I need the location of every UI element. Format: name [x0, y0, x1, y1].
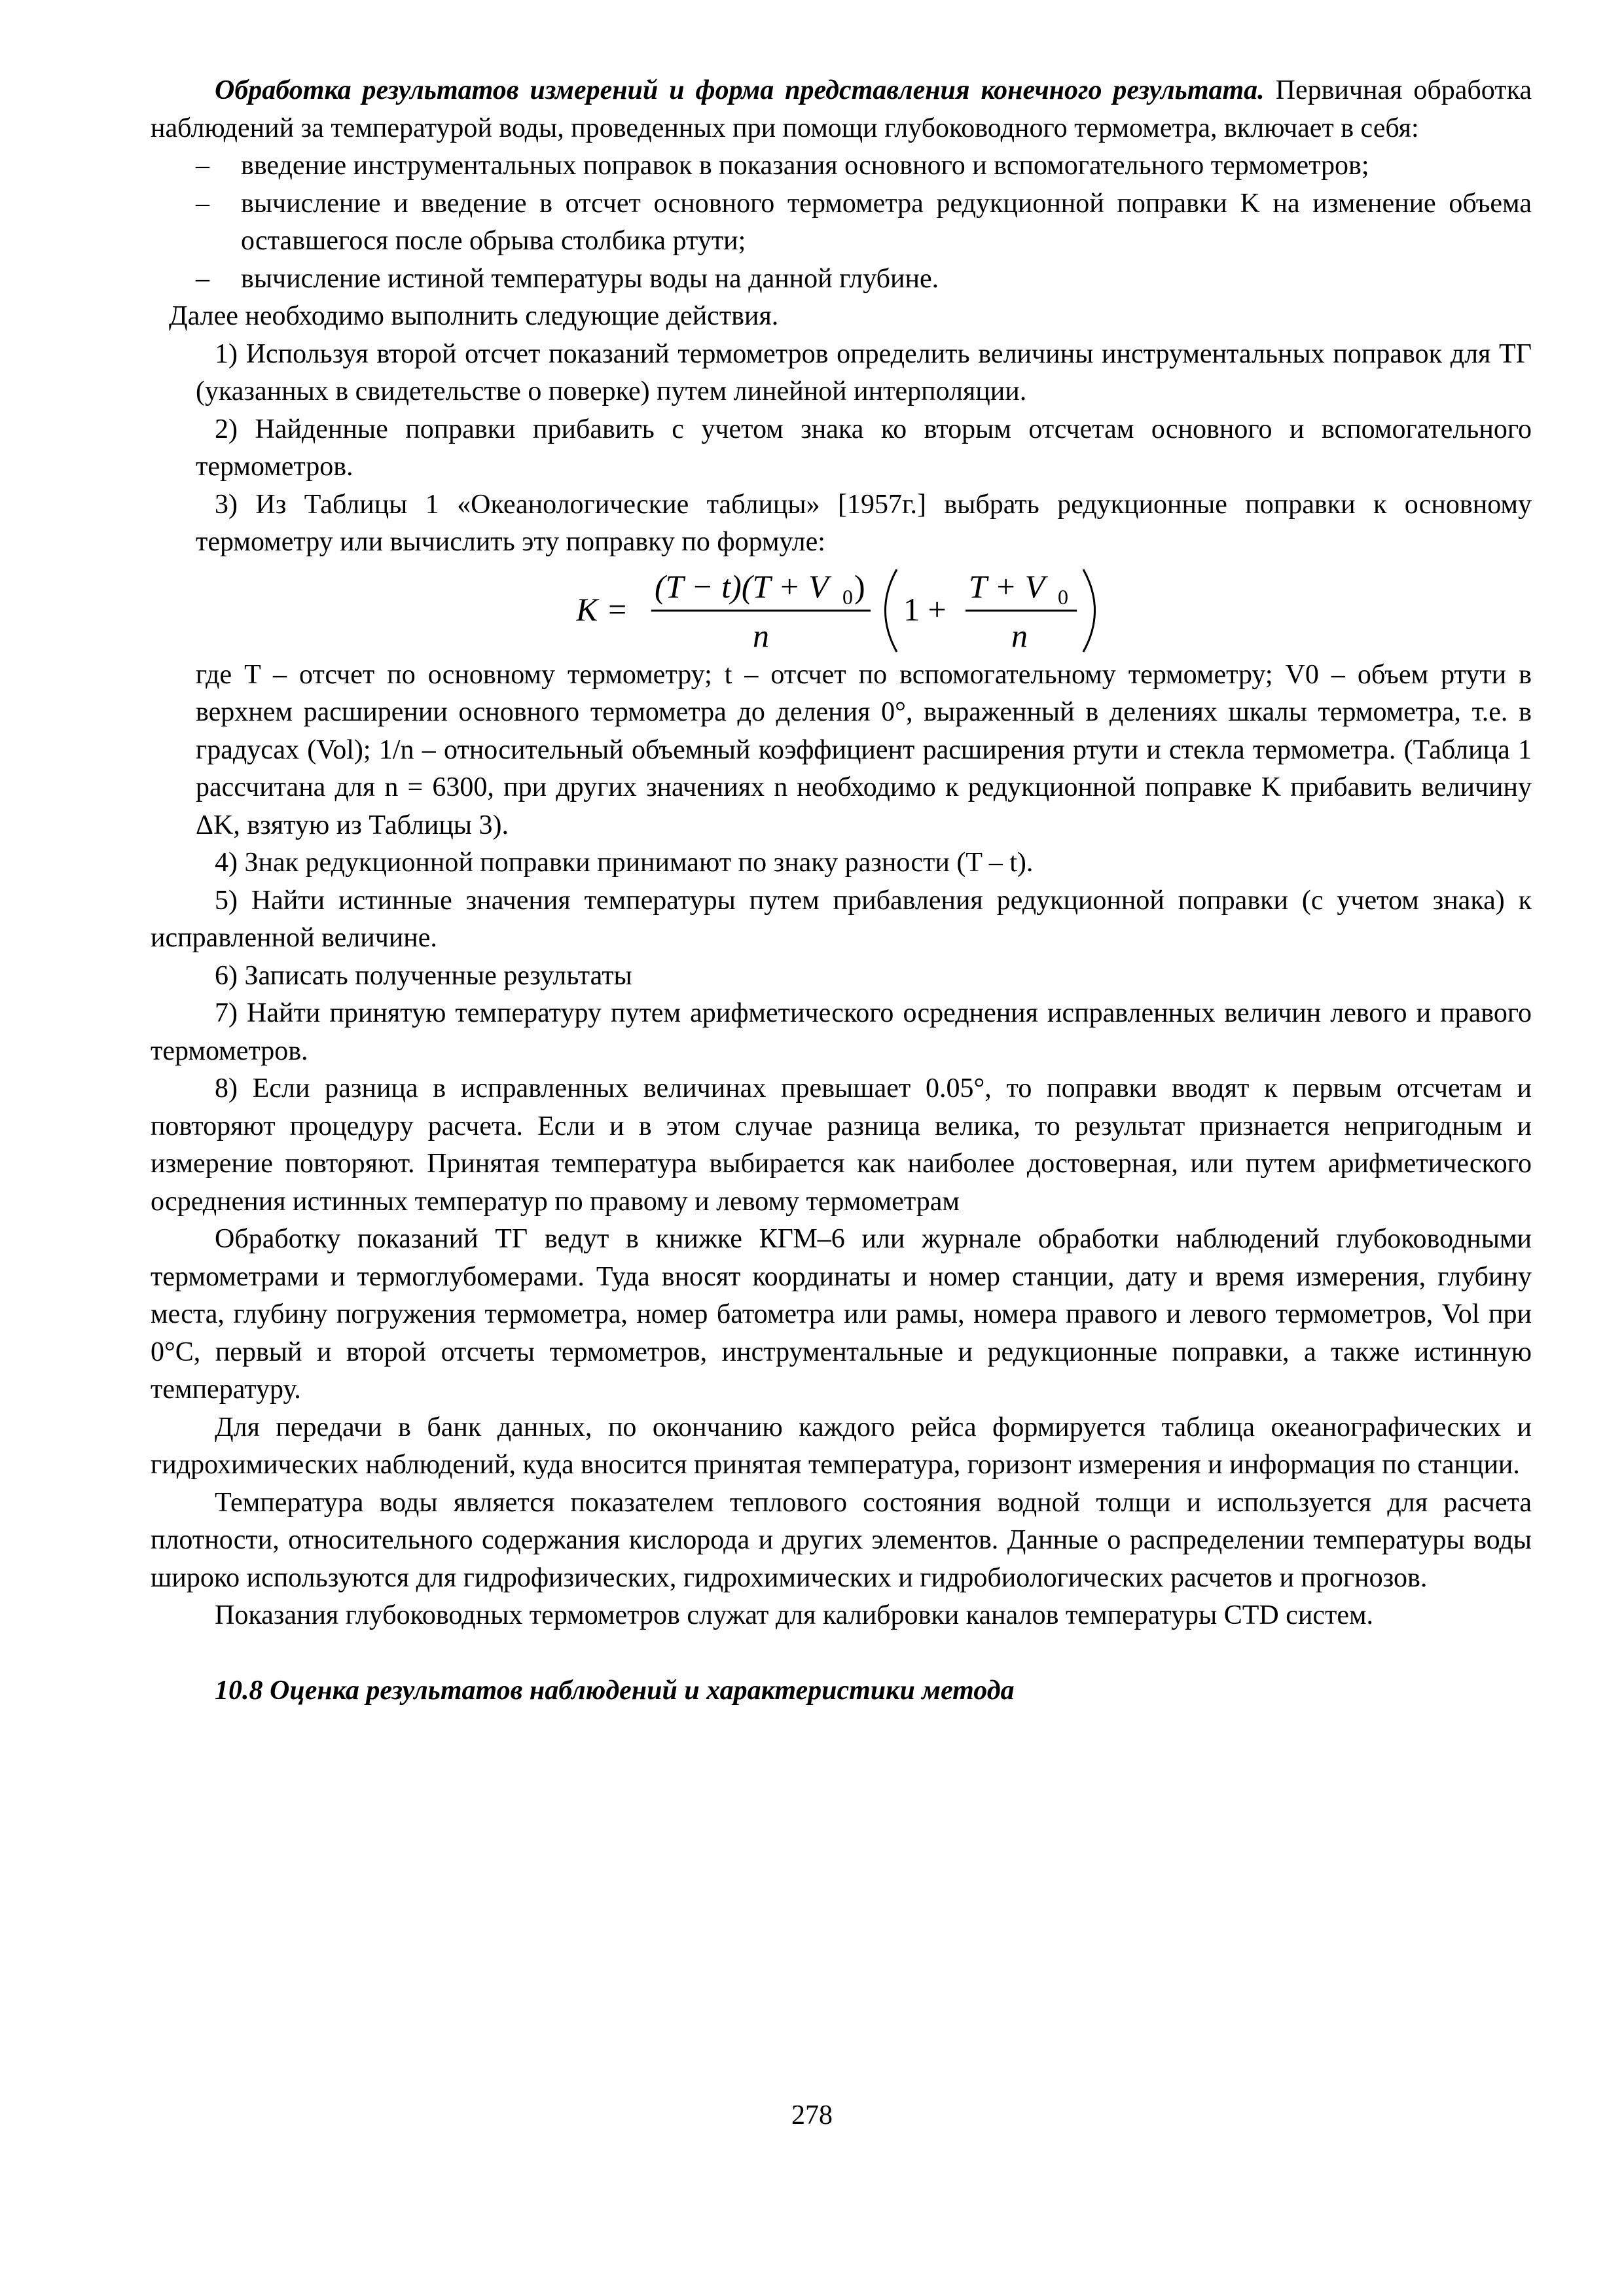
left-paren: [886, 569, 897, 652]
bullet-text: вычисление истиной температуры воды на данной глубине.: [241, 263, 939, 294]
bullet-mark: –: [196, 188, 209, 219]
step-5: 5) Найти истинные значения температуры путем прибавления редукционной поправки (с учетом знака) к исправленной величине.: [151, 885, 1532, 953]
bullet-mark: –: [196, 263, 209, 294]
reduction-formula: [151, 562, 1532, 656]
page-number: 278: [791, 2100, 833, 2130]
step-3: 3) Из Таблицы 1 «Океанологические таблицы» [1957г.] выбрать редукционные поправки к основному термометру или вычислить эту поправку по формуле:: [196, 489, 1532, 557]
section-heading: 10.8 Оценка результатов наблюдений и характеристики метода: [215, 1675, 1015, 1706]
formula-num2: T + V: [969, 567, 1045, 605]
formula-explanation: где T – отсчет по основному термометру; t – отсчет по вспомогательному термометру; V0 – объем ртути в верхнем расширении основного термометра до деления 0°, выраженный в делениях шкалы термометра, т.е. в градусах (Vol); 1/n – относительный объемный коэффициент расширения ртути и стекла термометра. (Таблица 1 рассчитана для n = 6300, при других значениях n необходимо к редукционной поправке K прибавить величину ΔK, взятую из Таблицы 3).: [196, 659, 1532, 840]
bullet-mark: –: [196, 151, 209, 181]
step-4: 4) Знак редукционной поправки принимают по знаку разности (T – t).: [215, 848, 1034, 878]
paragraph-usage: Температура воды является показателем теплового состояния водной толщи и используется для расчета плотности, относительного содержания кислорода и других элементов. Данные о распределении температуры воды широко используются для гидрофизических, гидрохимических и гидробиологических расчетов и прогнозов.: [151, 1487, 1532, 1593]
step-6: 6) Записать полученные результаты: [215, 960, 632, 991]
formula-den2: n: [1011, 617, 1028, 654]
formula-lhs: K =: [576, 590, 628, 628]
paragraph-calibration: Показания глубоководных термометров служат для калибровки каналов температуры CTD систем.: [215, 1600, 1374, 1630]
intro-text: Первичная обработка наблюдений за температурой воды, проведенных при помощи глубоководного термометра, включает в себя:: [151, 75, 1532, 143]
bullet-text: вычисление и введение в отсчет основного термометра редукционной поправки K на изменение объема оставшегося после обрыва столбика ртути;: [241, 188, 1532, 256]
formula-sub0: 0: [842, 584, 853, 609]
lead-text: Далее необходимо выполнить следующие действия.: [169, 301, 779, 331]
step-2: 2) Найденные поправки прибавить с учетом знака ко вторым отсчетам основного и вспомогательного термометров.: [196, 414, 1532, 482]
formula-den1: n: [753, 617, 769, 654]
formula-num1: (T − t)(T + V: [655, 567, 829, 605]
intro-paragraph: [151, 72, 1532, 147]
step-7: 7) Найти принятую температуру путем арифметического осреднения исправленных величин левого и правого термометров.: [151, 998, 1532, 1066]
document-page: [151, 72, 1532, 1710]
step-1: 1) Используя второй отсчет показаний термометров определить величины инструментальных поправок для ТГ (указанных в свидетельстве о поверке) путем линейной интерполяции.: [196, 338, 1532, 406]
formula-one-plus: 1 +: [903, 590, 947, 628]
paragraph-databank: Для передачи в банк данных, по окончанию каждого рейса формируется таблица океанографических и гидрохимических наблюдений, куда вносится принятая температура, горизонт измерения и информация по станции.: [151, 1412, 1532, 1480]
bullet-item: [196, 185, 1532, 260]
bullet-text: введение инструментальных поправок в показания основного и вспомогательного термометров;: [241, 151, 1369, 181]
bullet-item: [196, 147, 1532, 185]
paragraph-journal: Обработку показаний ТГ ведут в книжке КГМ–6 или журнале обработки наблюдений глубоководными термометрами и термоглубомерами. Туда вносят координаты и номер станции, дату и время измерения, глубину места, глубину погружения термометра, номер батометра или рамы, номера правого и левого термометров, Vol при 0°С, первый и второй отсчеты термометров, инструментальные и редукционные поправки, а также истинную температуру.: [151, 1224, 1532, 1405]
step-8: 8) Если разница в исправленных величинах превышает 0.05°, то поправки вводят к первым отсчетам и повторяют процедуру расчета. Если и в этом случае разница велика, то результат признается непригодным и измерение повторяют. Принятая температура выбирается как наиболее достоверная, или путем арифметического осреднения истинных температур по правому и левому термометрам: [151, 1073, 1532, 1217]
bullet-item: [196, 260, 1532, 298]
formula-num1-end: ): [854, 567, 865, 605]
right-paren: [1083, 569, 1095, 652]
formula-sub0-b: 0: [1058, 584, 1068, 609]
processing-heading: Обработка результатов измерений и форма представления конечного результата.: [215, 75, 1265, 105]
